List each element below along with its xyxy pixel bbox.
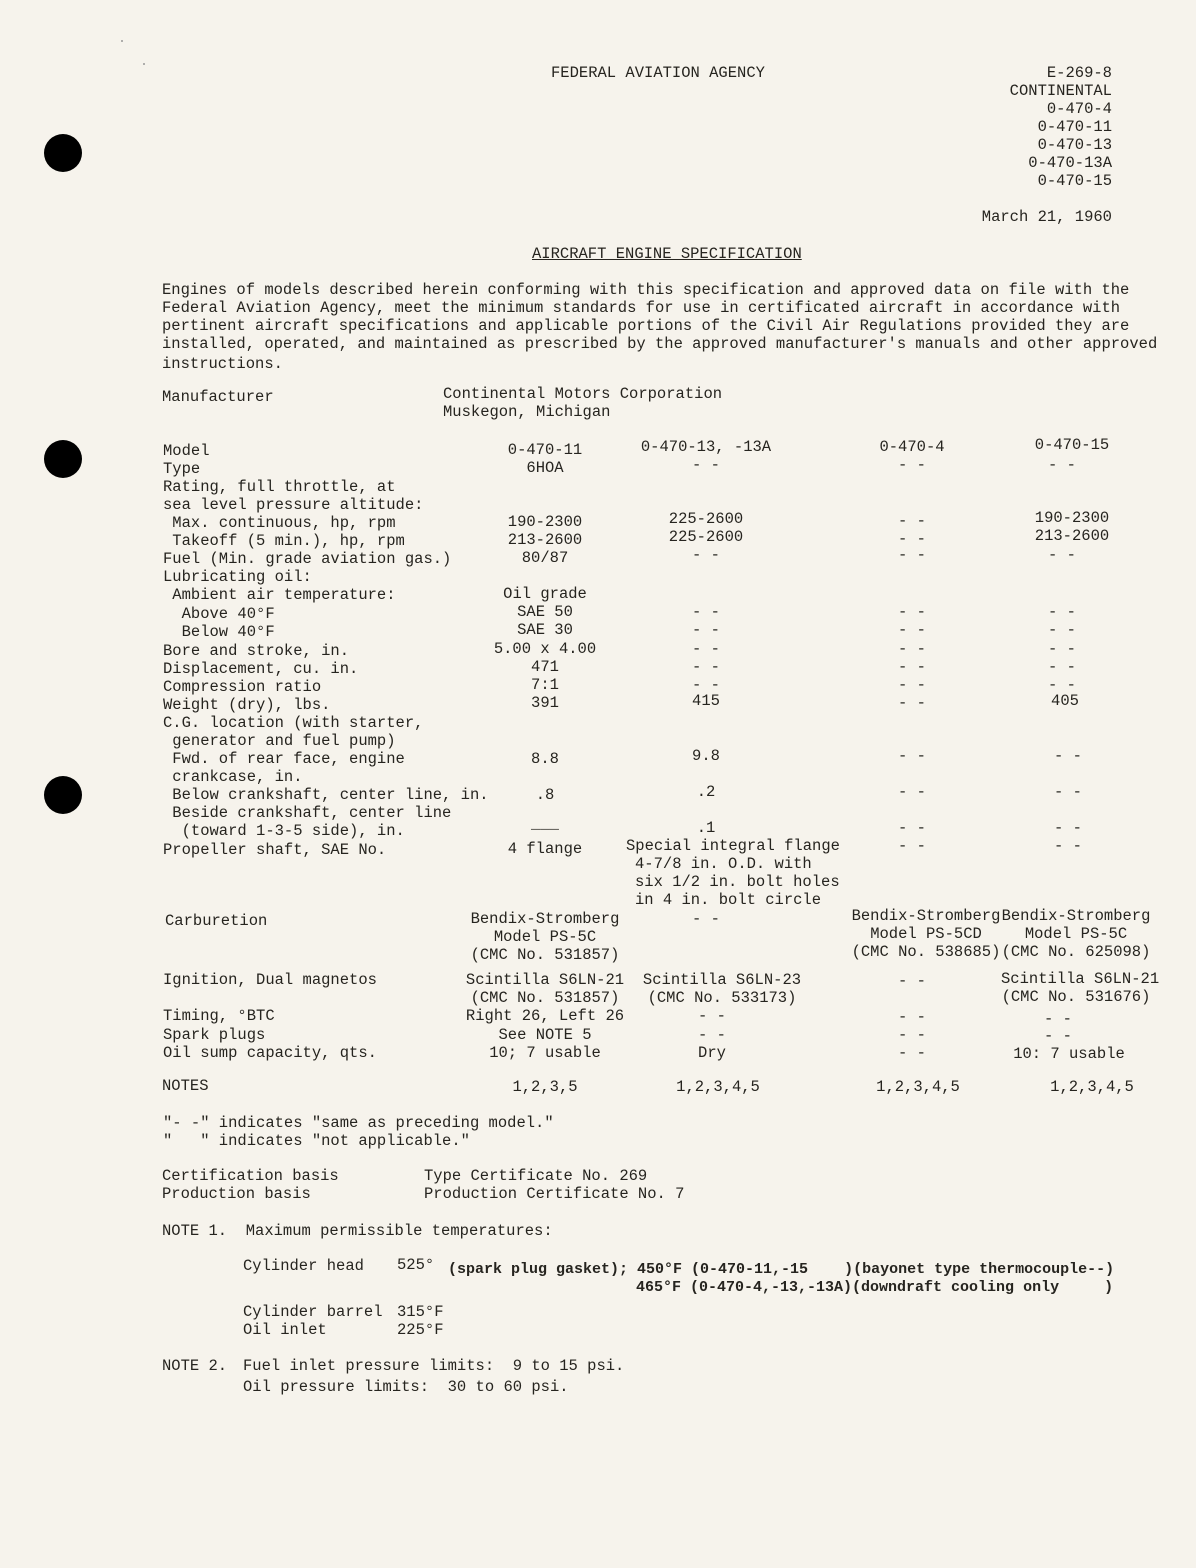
cylinder-barrel-label: Cylinder barrel <box>243 1303 383 1321</box>
col3-disp: - - <box>898 658 926 676</box>
col4-bore: - - <box>1048 640 1076 658</box>
note2-fuel-pressure: Fuel inlet pressure limits: 9 to 15 psi. <box>243 1357 625 1375</box>
col3-max-cont: - - <box>898 512 926 530</box>
col1-oil-grade: Oil grade <box>503 585 587 603</box>
col4-beside-cl: - - <box>1054 819 1082 837</box>
col3-carb: Model PS-5CD <box>870 925 982 943</box>
col3-above: - - <box>898 603 926 621</box>
manufacturer-location: Muskegon, Michigan <box>443 403 611 421</box>
col3-below-cl: - - <box>898 783 926 801</box>
col3-weight: - - <box>898 694 926 712</box>
row-label: Below crankshaft, center line, in. <box>163 786 489 804</box>
row-label: Model <box>163 442 210 460</box>
col1-comp: 7:1 <box>531 676 559 694</box>
spec-number: E-269-8 <box>1046 64 1112 82</box>
col4-weight: 405 <box>1051 692 1079 710</box>
col2-type: - - <box>692 456 720 474</box>
col1-carb: Bendix-Stromberg <box>470 910 620 928</box>
col2-takeoff: 225-2600 <box>668 528 744 546</box>
col2-ign: (CMC No. 533173) <box>647 989 797 1007</box>
col1-takeoff: 213-2600 <box>507 531 583 549</box>
note2-oil-pressure: Oil pressure limits: 30 to 60 psi. <box>243 1378 569 1396</box>
col3-takeoff: - - <box>898 530 926 548</box>
col1-beside-cl: ___ <box>531 815 559 833</box>
col2-plugs: - - <box>698 1026 726 1044</box>
col4-above: - - <box>1048 603 1076 621</box>
col4-below: - - <box>1048 621 1076 639</box>
intro-line: instructions. <box>162 355 283 373</box>
col1-fwd: 8.8 <box>531 750 559 768</box>
col2-disp: - - <box>692 658 720 676</box>
col2-bore: - - <box>692 640 720 658</box>
intro-line: Federal Aviation Agency, meet the minimum standards for use in certificated aircraft in accordance with <box>162 299 1121 317</box>
model-list-item: 0-470-13A <box>1028 154 1112 172</box>
ignition-label: Ignition, Dual magnetos <box>163 971 377 989</box>
col1-ign: Scintilla S6LN-21 <box>465 971 625 989</box>
row-label: Beside crankshaft, center line <box>163 804 452 822</box>
row-label: crankcase, in. <box>163 768 303 786</box>
oil-inlet-label: Oil inlet <box>243 1321 327 1339</box>
row-label: C.G. location (with starter, <box>163 714 424 732</box>
col4-ign: Scintilla S6LN-21 <box>1001 970 1160 988</box>
col4-plugs: - - <box>1044 1027 1072 1045</box>
col1-below: SAE 30 <box>517 621 573 639</box>
row-label: Fwd. of rear face, engine <box>163 750 405 768</box>
col1-ign: (CMC No. 531857) <box>470 989 620 1007</box>
col2-notes: 1,2,3,4,5 <box>676 1078 760 1096</box>
col3-bore: - - <box>898 640 926 658</box>
certification-basis-label: Certification basis <box>162 1167 339 1185</box>
col3-beside-cl: - - <box>898 819 926 837</box>
oil-sump-label: Oil sump capacity, qts. <box>163 1044 377 1062</box>
col2-prop: in 4 in. bolt circle <box>635 891 822 909</box>
col3-type: - - <box>898 456 926 474</box>
carburetion-label: Carburetion <box>165 912 268 930</box>
row-label: Fuel (Min. grade aviation gas.) <box>163 550 452 568</box>
col2-carb: - - <box>692 910 720 928</box>
intro-line: installed, operated, and maintained as prescribed by the approved manufacturer's manuals and other approved <box>162 335 1158 353</box>
row-label: Ambient air temperature: <box>163 586 396 604</box>
col1-notes: 1,2,3,5 <box>512 1078 578 1096</box>
production-basis-label: Production basis <box>162 1185 311 1203</box>
punch-hole-bottom <box>44 776 82 814</box>
row-label: sea level pressure altitude: <box>163 496 424 514</box>
row-label: Compression ratio <box>163 678 322 696</box>
legend-line: "- -" indicates "same as preceding model." <box>163 1114 554 1132</box>
row-label: generator and fuel pump) <box>163 732 396 750</box>
col2-prop: six 1/2 in. bolt holes <box>635 873 840 891</box>
col1-weight: 391 <box>531 694 559 712</box>
col4-ign: (CMC No. 531676) <box>1001 988 1151 1006</box>
timing-label: Timing, °BTC <box>163 1007 275 1025</box>
row-label: Lubricating oil: <box>163 568 312 586</box>
col2-prop: Special integral flange <box>626 837 840 855</box>
col2-sump: Dry <box>698 1044 726 1062</box>
row-label: Displacement, cu. in. <box>163 660 359 678</box>
cylinder-barrel-value: 315°F <box>397 1303 444 1321</box>
col1-plugs: See NOTE 5 <box>498 1026 592 1044</box>
col4-disp: - - <box>1048 658 1076 676</box>
col2-beside-cl: .1 <box>696 819 716 837</box>
cylinder-head-label: Cylinder head <box>243 1257 364 1275</box>
col4-comp: - - <box>1048 676 1076 694</box>
row-label: Above 40°F <box>163 605 275 623</box>
col1-bore: 5.00 x 4.00 <box>493 640 597 658</box>
cylinder-head-value: 525° <box>397 1256 435 1274</box>
col3-model: 0-470-4 <box>879 438 945 456</box>
col1-fuel: 80/87 <box>521 549 569 567</box>
col4-fwd: - - <box>1054 747 1082 765</box>
col4-model: 0-470-15 <box>1034 436 1110 454</box>
col4-type: - - <box>1048 456 1076 474</box>
row-label: (toward 1-3-5 side), in. <box>163 822 405 840</box>
oil-inlet-value: 225°F <box>397 1321 444 1339</box>
col3-ign: - - <box>898 972 926 990</box>
paper-speck <box>143 63 145 65</box>
col1-carb: (CMC No. 531857) <box>470 946 620 964</box>
document-date: March 21, 1960 <box>981 208 1112 226</box>
manufacturer-name: Continental Motors Corporation <box>443 385 723 403</box>
col2-below: - - <box>692 621 720 639</box>
col1-max-cont: 190-2300 <box>507 513 583 531</box>
col1-below-cl: .8 <box>535 786 555 804</box>
model-list-item: 0-470-11 <box>1037 118 1112 136</box>
note2-heading: NOTE 2. <box>162 1357 228 1375</box>
paper-speck <box>121 40 123 42</box>
row-label: Below 40°F <box>163 623 275 641</box>
row-label: Max. continuous, hp, rpm <box>163 514 396 532</box>
spark-plugs-label: Spark plugs <box>163 1026 266 1044</box>
col1-timing: Right 26, Left 26 <box>465 1007 625 1025</box>
col3-fwd: - - <box>898 747 926 765</box>
punch-hole-middle <box>44 440 82 478</box>
col2-weight: 415 <box>692 692 720 710</box>
col2-below-cl: .2 <box>696 783 716 801</box>
row-label: Takeoff (5 min.), hp, rpm <box>163 532 405 550</box>
col3-notes: 1,2,3,4,5 <box>876 1078 960 1096</box>
col2-fwd: 9.8 <box>692 747 720 765</box>
notes-label: NOTES <box>162 1077 209 1095</box>
col3-fuel: - - <box>898 546 926 564</box>
model-list-item: 0-470-15 <box>1037 172 1112 190</box>
certification-basis-value: Type Certificate No. 269 <box>424 1167 648 1185</box>
engine-make: CONTINENTAL <box>1009 82 1112 100</box>
col4-prop: - - <box>1054 837 1082 855</box>
col2-comp: - - <box>692 676 720 694</box>
col1-above: SAE 50 <box>517 603 573 621</box>
col2-model: 0-470-13, -13A <box>640 438 772 456</box>
col2-fuel: - - <box>692 546 720 564</box>
col2-ign: Scintilla S6LN-23 <box>642 971 802 989</box>
cylinder-head-detail-2: 465°F (0-470-4,-13,-13A)(downdraft cooling only ) <box>636 1279 1114 1296</box>
col4-sump: 10: 7 usable <box>1013 1045 1125 1063</box>
col1-carb: Model PS-5C <box>493 928 597 946</box>
col3-carb: Bendix-Stromberg <box>851 907 1001 925</box>
col1-disp: 471 <box>531 658 559 676</box>
col4-carb: (CMC No. 625098) <box>1001 943 1151 961</box>
col1-sump: 10; 7 usable <box>489 1044 601 1062</box>
legend-line: " " indicates "not applicable." <box>163 1132 470 1150</box>
col3-sump: - - <box>898 1044 926 1062</box>
col4-fuel: - - <box>1048 546 1076 564</box>
production-basis-value: Production Certificate No. 7 <box>424 1185 685 1203</box>
col4-carb: Bendix-Stromberg <box>1001 907 1151 925</box>
col2-prop: 4-7/8 in. O.D. with <box>635 855 812 873</box>
col2-timing: - - <box>698 1007 726 1025</box>
col2-above: - - <box>692 603 720 621</box>
punch-hole-top <box>44 134 82 172</box>
col1-type: 6HOA <box>526 459 564 477</box>
col3-carb: (CMC No. 538685) <box>851 943 1001 961</box>
col2-max-cont: 225-2600 <box>668 510 744 528</box>
document-title: AIRCRAFT ENGINE SPECIFICATION <box>532 245 802 263</box>
row-label: Bore and stroke, in. <box>163 642 350 660</box>
col4-takeoff: 213-2600 <box>1034 527 1110 545</box>
row-label: Weight (dry), lbs. <box>163 696 331 714</box>
intro-line: Engines of models described herein conforming with this specification and approved data on file with the <box>162 281 1130 299</box>
manufacturer-label: Manufacturer <box>162 388 274 406</box>
col4-max-cont: 190-2300 <box>1034 509 1110 527</box>
col4-notes: 1,2,3,4,5 <box>1050 1078 1134 1096</box>
col4-carb: Model PS-5C <box>1024 925 1128 943</box>
note1-heading: NOTE 1. Maximum permissible temperatures: <box>162 1222 553 1240</box>
intro-line: pertinent aircraft specifications and applicable portions of the Civil Air Regulations provided they are <box>162 317 1130 335</box>
row-label: Propeller shaft, SAE No. <box>163 841 387 859</box>
row-label: Type <box>163 460 201 478</box>
col4-below-cl: - - <box>1054 783 1082 801</box>
col3-timing: - - <box>898 1008 926 1026</box>
row-label: Rating, full throttle, at <box>163 478 396 496</box>
col3-prop: - - <box>898 837 926 855</box>
col3-below: - - <box>898 621 926 639</box>
model-list-item: 0-470-4 <box>1046 100 1112 118</box>
col3-plugs: - - <box>898 1026 926 1044</box>
col1-prop: 4 flange <box>507 840 583 858</box>
col4-timing: - - <box>1044 1010 1072 1028</box>
col3-comp: - - <box>898 676 926 694</box>
model-list-item: 0-470-13 <box>1037 136 1112 154</box>
col1-model: 0-470-11 <box>507 441 583 459</box>
cylinder-head-detail-1: (spark plug gasket); 450°F (0-470-11,-15 )(bayonet type thermocouple--) <box>448 1261 1115 1278</box>
agency-name: FEDERAL AVIATION AGENCY <box>551 64 765 82</box>
